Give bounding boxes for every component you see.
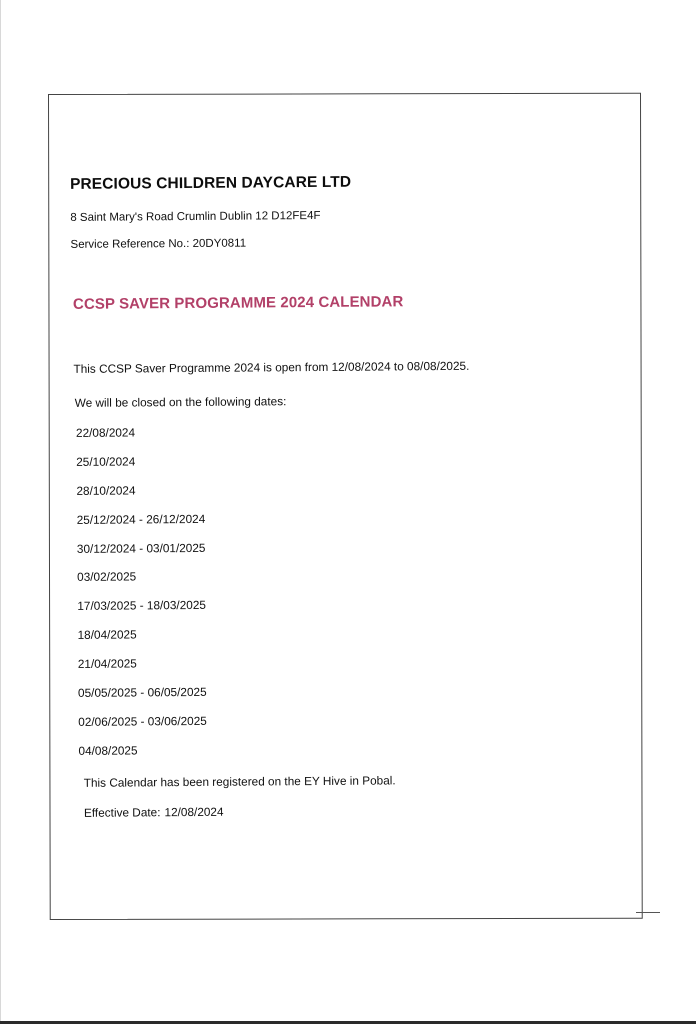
closed-date-item: 05/05/2025 - 06/05/2025 [77, 684, 207, 700]
calendar-title: CCSP SAVER PROGRAMME 2024 CALENDAR [72, 293, 404, 313]
company-address: 8 Saint Mary's Road Crumlin Dublin 12 D12FE4F [70, 209, 321, 224]
closed-date-item: 17/03/2025 - 18/03/2025 [77, 598, 206, 614]
closed-dates-list [76, 425, 207, 773]
closed-date-item: 25/10/2024 [76, 454, 136, 469]
company-name: PRECIOUS CHILDREN DAYCARE LTD [69, 173, 352, 193]
closed-date-item: 21/04/2025 [77, 656, 137, 671]
closed-dates-heading: We will be closed on the following dates: [74, 394, 287, 410]
closed-date-item: 03/02/2025 [77, 569, 137, 585]
registration-note: This Calendar has been registered on the EY Hive in Pobal. [83, 773, 396, 790]
closed-date-item: 04/08/2025 [78, 743, 138, 758]
effective-date-value: 12/08/2024 [164, 804, 224, 820]
closed-date-item: 02/06/2025 - 03/06/2025 [78, 713, 207, 729]
closed-date-item: 22/08/2024 [75, 425, 136, 440]
programme-intro: This CCSP Saver Programme 2024 is open from 12/08/2024 to 08/08/2025. [73, 358, 470, 376]
service-reference: Service Reference No.: 20DY0811 [70, 237, 247, 251]
closed-date-item: 30/12/2024 - 03/01/2025 [76, 540, 206, 556]
closed-date-item: 18/04/2025 [77, 627, 137, 643]
closed-date-item: 25/12/2024 - 26/12/2024 [76, 511, 206, 527]
closed-date-item: 28/10/2024 [76, 483, 136, 498]
effective-date-line [84, 805, 224, 820]
effective-date-label: Effective Date: [83, 805, 161, 820]
